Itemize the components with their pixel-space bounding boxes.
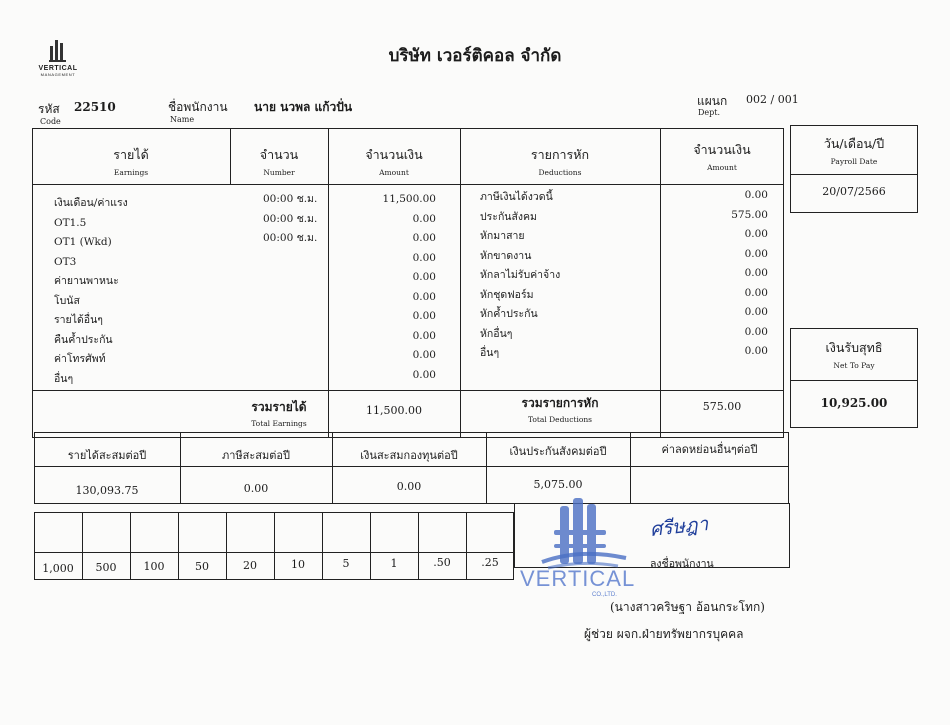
list-item: หักมาสาย	[480, 230, 525, 242]
payroll-date-value: 20/07/2566	[822, 185, 886, 198]
ytd-income-value: 130,093.75	[75, 484, 139, 497]
list-item: OT3	[54, 255, 77, 268]
list-item: หักค้ำประกัน	[480, 308, 538, 320]
ytd-header-tax: ภาษีสะสมต่อปี	[222, 449, 290, 462]
deduction-labels	[480, 188, 650, 364]
list-item: หักชุดฟอร์ม	[480, 288, 534, 301]
list-item: อื่นๆ	[54, 372, 74, 385]
list-item: OT1 (Wkd)	[54, 236, 112, 248]
net-pay-value: 10,925.00	[820, 396, 888, 410]
ytd-social-security-value: 5,075.00	[533, 478, 583, 491]
denomination: 1,000	[42, 562, 74, 575]
list-item: ค่าโทรศัพท์	[54, 353, 106, 365]
list-item: รายได้อื่นๆ	[54, 314, 103, 326]
list-item: OT1.5	[54, 216, 87, 229]
signer-name: (นางสาวคริษฐา อ้อนกระโทก)	[610, 600, 765, 614]
code-label: รหัส	[38, 102, 60, 116]
earnings-header: รายได้ Earnings	[113, 147, 149, 177]
denomination: 5	[342, 557, 350, 570]
net-pay-header: เงินรับสุทธิ Net To Pay	[825, 340, 883, 370]
denomination: 50	[195, 560, 209, 573]
building-stamp-icon	[518, 496, 648, 576]
denomination: 20	[243, 559, 257, 572]
denomination: 10	[291, 558, 305, 571]
list-item: คืนค้ำประกัน	[54, 333, 113, 346]
employee-name: นาย นวพล แก้วปั่น	[254, 100, 353, 114]
deductions-header: รายการหัก Deductions	[530, 147, 590, 177]
payroll-date-header: วัน/เดือน/ปี Payroll Date	[823, 136, 885, 166]
list-item: หักลาไม่รับค่าจ้าง	[480, 269, 561, 281]
signer-title: ผู้ช่วย ผจก.ฝ่ายทรัพยากรบุคคล	[584, 627, 744, 641]
number-header: จำนวน Number	[259, 147, 299, 177]
denomination: 1	[390, 557, 398, 570]
list-item: หักอื่นๆ	[480, 327, 513, 340]
deduction-amounts: 0.00 575.00 0.00 0.00 0.00 0.00 0.00 0.00 0.00	[731, 189, 768, 357]
list-item: อื่นๆ	[480, 347, 500, 359]
ytd-header-fund: เงินสะสมกองทุนต่อปี	[360, 449, 458, 462]
earnings-amounts: 11,500.00 0.00 0.00 0.00 0.00 0.00 0.00 0.00 0.00 0.00	[382, 193, 436, 381]
code-en: Code	[40, 117, 61, 126]
dept-en: Dept.	[698, 108, 721, 117]
total-earnings-value: 11,500.00	[366, 404, 422, 417]
ytd-header-social-security: เงินประกันสังคมต่อปี	[509, 445, 607, 458]
ytd-tax-value: 0.00	[243, 482, 269, 495]
company-name: บริษัท เวอร์ติคอล จำกัด	[388, 46, 562, 66]
earnings-numbers: 00:00 ช.ม. 00:00 ช.ม. 00:00 ช.ม.	[263, 193, 318, 244]
list-item: เงินเดือน/ค่าแรง	[54, 197, 128, 209]
employee-sign-label: ลงชื่อพนักงาน	[650, 558, 714, 570]
logo-sub: MANAGEMENT	[40, 72, 76, 77]
dept-value: 002 / 001	[746, 93, 799, 106]
total-earnings-label: รวมรายได้ Total Earnings	[251, 400, 307, 428]
amount-header: จำนวนเงิน Amount	[365, 147, 423, 177]
denomination: 500	[95, 561, 117, 574]
denomination: .25	[481, 556, 499, 569]
ytd-header-income: รายได้สะสมต่อปี	[67, 449, 147, 462]
list-item: ประกันสังคม	[480, 210, 537, 223]
name-label: ชื่อพนักงาน	[168, 100, 228, 114]
amount2-header: จำนวนเงิน Amount	[693, 142, 751, 172]
stamp-sub: CO.,LTD.	[592, 592, 617, 598]
list-item: ภาษีเงินได้งวดนี้	[480, 191, 553, 203]
earnings-labels	[54, 194, 224, 389]
list-item: หักขาดงาน	[480, 249, 532, 262]
logo-name: VERTICAL	[38, 65, 78, 72]
denomination-divider	[418, 512, 419, 580]
stamp-text: VERTICAL	[520, 566, 636, 591]
list-item: ค่ายานพาหนะ	[54, 275, 119, 287]
denomination: .50	[433, 556, 451, 569]
denomination: 100	[143, 560, 165, 573]
total-deductions-value: 575.00	[702, 400, 742, 413]
ytd-header-allowance: ค่าลดหย่อนอื่นๆต่อปี	[661, 443, 758, 456]
handwritten-signature: ศรีษฎา	[649, 513, 710, 541]
list-item: โบนัส	[54, 294, 80, 307]
ytd-fund-value: 0.00	[396, 480, 422, 493]
denomination-divider	[466, 512, 467, 580]
employee-code: 22510	[74, 100, 116, 114]
name-en: Name	[170, 115, 195, 124]
total-deductions-label: รวมรายการหัก Total Deductions	[521, 396, 599, 424]
dept-label: แผนก	[697, 94, 728, 108]
